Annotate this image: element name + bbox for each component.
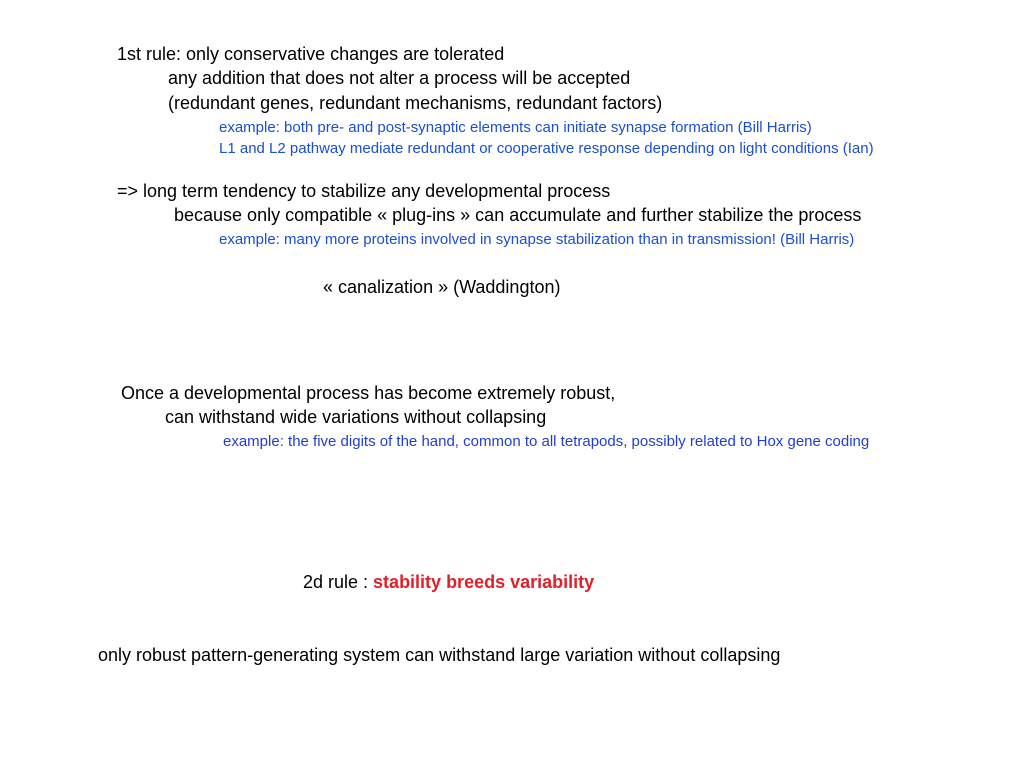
canalization-text: « canalization » (Waddington)	[323, 277, 561, 297]
tendency-line1: because only compatible « plug-ins » can accumulate and further stabilize the process	[174, 205, 862, 225]
rule1-line2: (redundant genes, redundant mechanisms, redundant factors)	[168, 93, 663, 113]
tendency-heading: => long term tendency to stabilize any developmental process	[117, 181, 611, 201]
tendency-example: example: many more proteins involved in synapse stabilization than in transmission! (Bill Harris)	[219, 231, 855, 248]
conclusion-text: only robust pattern-generating system can withstand large variation without collapsing	[98, 645, 781, 665]
rule2-emphasis: stability breeds variability	[373, 572, 595, 592]
rule1-example2: L1 and L2 pathway mediate redundant or cooperative response depending on light conditions (Ian)	[219, 140, 874, 157]
rule1-line1: any addition that does not alter a process will be accepted	[168, 68, 631, 88]
rule1-example1: example: both pre- and post-synaptic elements can initiate synapse formation (Bill Harris)	[219, 119, 812, 136]
rule2-prefix: 2d rule :	[303, 572, 374, 592]
rule1-heading: 1st rule: only conservative changes are tolerated	[117, 44, 505, 64]
robust-example: example: the five digits of the hand, common to all tetrapods, possibly related to Hox gene coding	[223, 433, 870, 450]
robust-heading: Once a developmental process has become extremely robust,	[121, 383, 616, 403]
robust-line1: can withstand wide variations without collapsing	[165, 407, 547, 427]
rule2-line	[303, 573, 594, 591]
